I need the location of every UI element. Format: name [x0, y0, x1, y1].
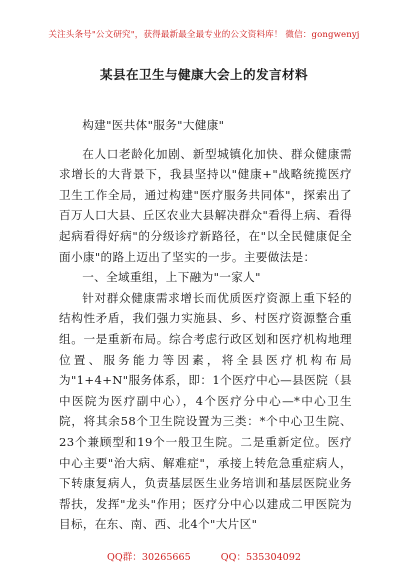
document-subtitle: 构建"医共体"服务"大健康"	[82, 118, 225, 132]
section-1-paragraph: 针对群众健康需求增长而优质医疗资源上重下轻的结构性矛盾，我们强力实施县、乡、村医疗资源整合重组。一是重新布局。综合考虑行政区划和医疗机构地理位置、服务能力等因素，将全县医疗机构布局为"1+4+N"服务体系，即：1个医疗中心—县医院（县中医院为医疗副中心），4个医疗分中心—*中心卫生院，将其余58个卫生院设置为三类：*个中心卫生院、23个兼顾型和19个一般卫生院。二是重新定位。医疗中心主要"治大病、解难症"，承接上转危急重症病人，下转康复病人，负责基层医生业务培训和基层医院业务帮扶，发挥"龙头"作用；医疗分中心以建成二甲医院为目标，在东、南、西、北4个"大片区"	[59, 290, 352, 532]
footer-contact	[0, 549, 408, 563]
footer-qq: QQ：535304092	[220, 552, 301, 563]
document-title: 某县在卫生与健康大会上的发言材料	[100, 67, 308, 82]
document-body	[59, 115, 352, 535]
footer-qq-group: QQ群：30265665	[106, 552, 191, 563]
intro-paragraph: 在人口老龄化加剧、新型城镇化加快、群众健康需求增长的大背景下，我县坚持以"健康+"战略统揽医疗卫生工作全局，通过构建"医疗服务共同体"，探索出了百万人口大县、丘区农业大县解决群众"看得上病、看得起病看得好病"的分级诊疗新路径，在"以全民健康促全面小康"的路上迈出了坚实的一步。主要做法是：	[59, 146, 352, 264]
section-1-heading: 一、全域重组，上下融为"一家人"	[82, 270, 261, 285]
header-banner: 关注头条号"公文研究"，获得最新最全最专业的公文资料库！ 微信：gongwenyj	[48, 30, 360, 40]
